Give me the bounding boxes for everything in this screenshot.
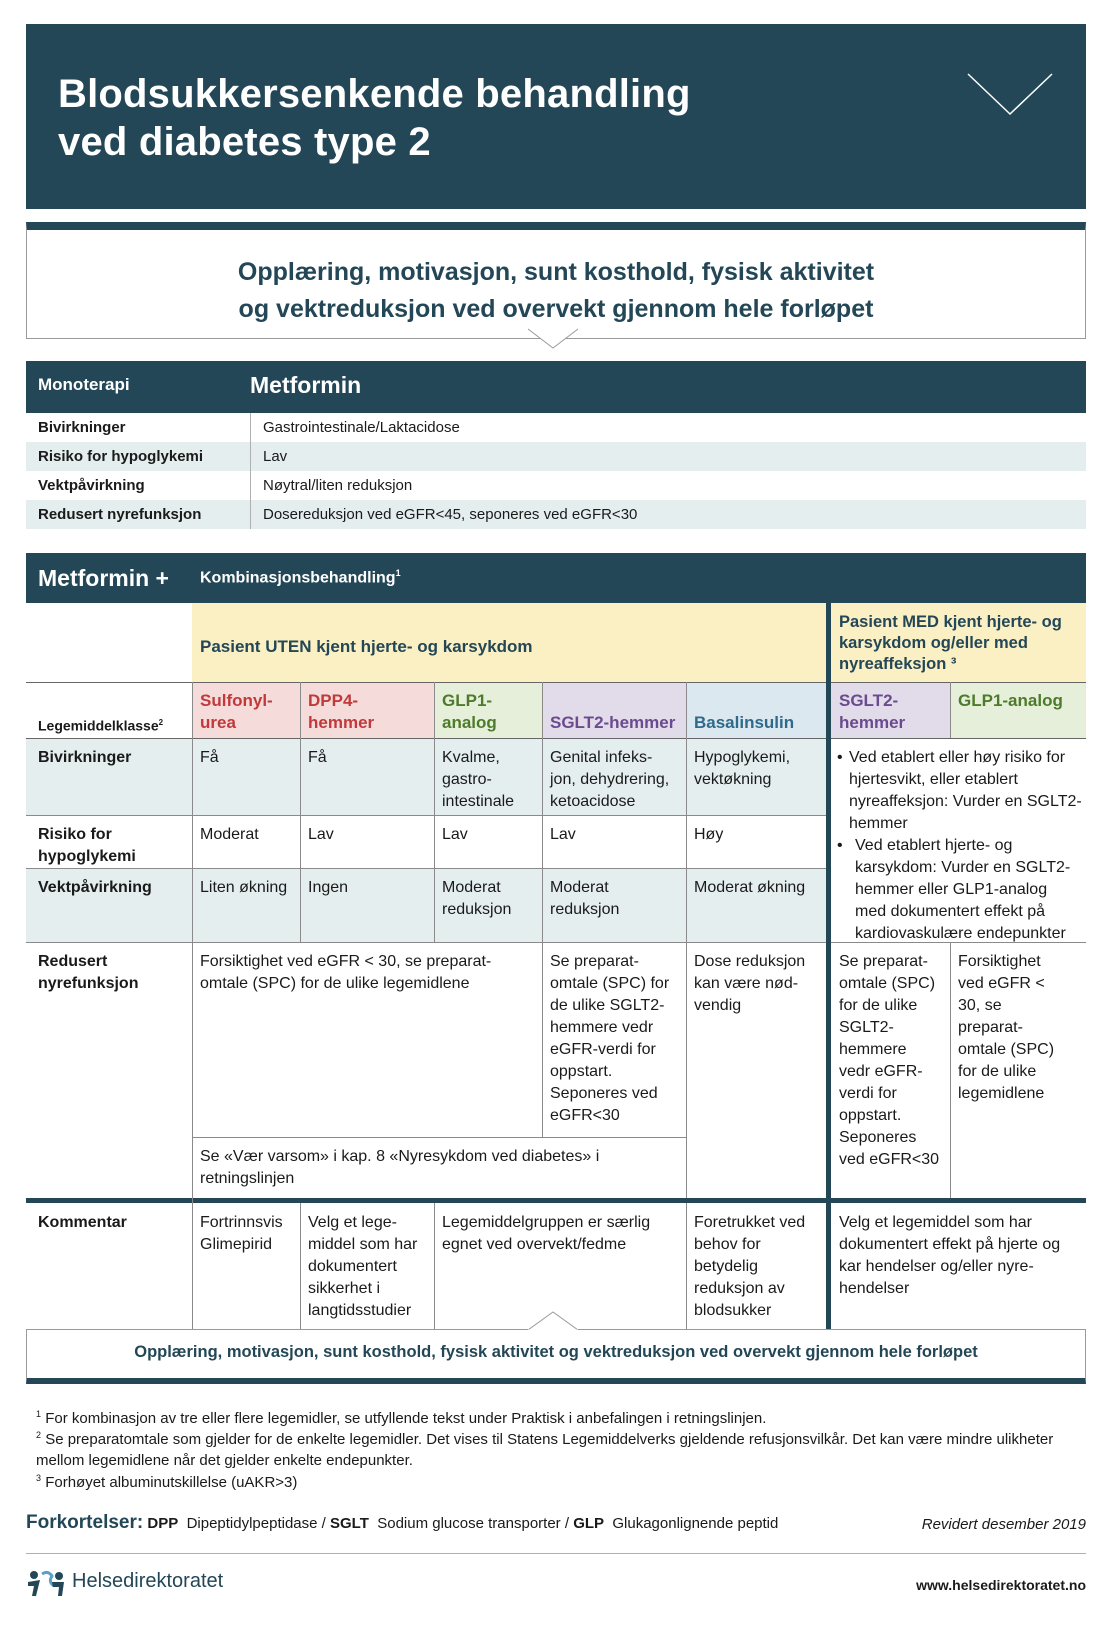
cell-vekt-basal: Moderat økning — [694, 879, 806, 896]
monotherapy-label: Monoterapi — [38, 375, 130, 394]
cell-komm-dpp4: Velg et lege-middel som har dokumentert sikkerhet i langtidsstudier — [308, 1214, 418, 1319]
cell-risiko-sulfonyl: Moderat — [200, 826, 259, 843]
cell-vekt-glp1: Moderat reduksjon — [442, 879, 512, 918]
cell-bivirk-dpp4: Få — [308, 749, 327, 766]
intro-box — [26, 222, 1086, 339]
cell-vekt-sulfonyl: Liten økning — [200, 879, 288, 896]
cell-komm-med: Velg et legemiddel som har dokumentert effekt på hjerte og kar hendelser og/eller nyre-hendelser — [839, 1214, 1061, 1297]
cell-nyre-sulfonyl-dpp4-glp1: Forsiktighet ved eGFR < 30, se preparat-omtale (SPC) for de ulike legemidlene — [200, 953, 492, 992]
group-with-heading: Pasient MED kjent hjerte- og karsykdom og/eller med nyreaffeksjon ³ — [839, 613, 1062, 673]
cell-nyre-warning: Se «Vær varsom» i kap. 8 «Nyresykdom ved diabetes» i retningslinjen — [200, 1148, 600, 1187]
monotherapy-table — [26, 361, 1086, 529]
col-sglt2-med: SGLT2-hemmer — [839, 691, 906, 732]
class-label: Legemiddelklasse$^2$ — [38, 717, 164, 734]
med-recommendations — [831, 741, 1086, 951]
brand-name: Helsedirektoratet — [72, 1570, 224, 1592]
cell-komm-glp1-sglt2: Legemiddelgruppen er særlig egnet ved overvekt/fedme — [442, 1214, 651, 1253]
outro-text: Opplæring, motivasjon, sunt kosthold, fysisk aktivitet og vektreduksjon ved overvekt gjennom hele forløpet — [134, 1343, 978, 1361]
cell-risiko-glp1: Lav — [442, 826, 468, 843]
combination-header — [26, 553, 1086, 603]
table-row: Vektpåvirkning Nøytral/liten reduksjon — [26, 471, 1086, 500]
col-sglt2: SGLT2-hemmer — [550, 713, 676, 732]
col-glp1: GLP1-analog — [442, 691, 497, 732]
footnote: $^3$ Forhøyet albuminutskillelse (uAKR>3) — [36, 1473, 298, 1491]
combination-title: Metformin + — [38, 565, 169, 591]
intro-text: Opplæring, motivasjon, sunt kosthold, fysisk aktivitet og vektreduksjon ved overvekt gjennom hele forløpet — [237, 258, 875, 323]
table-row: Risiko for hypoglykemi Lav — [26, 442, 1086, 471]
cell-vekt-dpp4: Ingen — [308, 879, 349, 896]
combination-subtitle: Kombinasjonsbehandling$^1$ — [200, 568, 401, 587]
cell-bivirk-sulfonyl: Få — [200, 749, 219, 766]
table-row: Redusert nyrefunksjon Dosereduksjon ved eGFR<45, seponeres ved eGFR<30 — [26, 500, 1086, 529]
cell-risiko-sglt2: Lav — [550, 826, 576, 843]
logo-icon — [26, 1568, 66, 1598]
cell-risiko-basal: Høy — [694, 826, 724, 843]
row-label-kommentar: Kommentar — [38, 1214, 127, 1231]
list-item: • Ved etablert eller høy risiko for hjertesvikt, eller etablert nyreaffeksjon: Vurder en SGLT2-hemmer — [837, 749, 1082, 832]
col-glp1-med: GLP1-analog — [958, 691, 1063, 710]
cell-nyre-basal: Dose reduksjon kan være nød-vendig — [694, 953, 806, 1014]
outro-box — [26, 1329, 1086, 1384]
cell-vekt-sglt2: Moderat reduksjon — [550, 879, 620, 918]
cell-bivirk-basal: Hypoglykemi, vektøkning — [694, 749, 791, 788]
group-without-heading: Pasient UTEN kjent hjerte- og karsykdom — [200, 637, 533, 656]
cell-bivirk-glp1: Kvalme, gastro-intestinale — [442, 749, 515, 810]
row-label-bivirkninger: Bivirkninger — [38, 749, 132, 766]
section-divider — [26, 1198, 1086, 1203]
footnote: $^2$ Se preparatomtale som gjelder for de enkelte legemidler. Det vises til Statens Legemiddelverks gjeldende refusjonsvilkår. Det kan være mindre ulikheter mellom legemidlene når det gjelder enkelte endepunkter. — [36, 1430, 1054, 1469]
chevron-down-icon — [966, 72, 1054, 118]
cell-nyre-sglt2-med: Se preparat-omtale (SPC) for de ulike SGLT2-hemmere vedr eGFR-verdi for oppstart. Seponeres ved eGFR<30 — [839, 953, 940, 1168]
row-label-risiko: Risiko for hypoglykemi — [38, 826, 136, 865]
monotherapy-header — [26, 361, 1086, 413]
page-title: Blodsukkersenkende behandling ved diabetes type 2 — [58, 72, 691, 164]
col-dpp4: DPP4-hemmer — [308, 691, 375, 732]
page-header — [26, 24, 1086, 209]
cell-komm-basal: Foretrukket ved behov for betydelig reduksjon av blodsukker — [694, 1214, 806, 1319]
website-link[interactable]: www.helsedirektoratet.no — [916, 1577, 1086, 1593]
table-row: Bivirkninger Gastrointestinale/Laktacidose — [26, 413, 1086, 442]
col-basalinsulin: Basalinsulin — [694, 713, 795, 732]
cell-nyre-sglt2: Se preparat-omtale (SPC) for de ulike SGLT2-hemmere vedr eGFR-verdi for oppstart. Seponeres ved eGFR<30 — [550, 953, 670, 1124]
arrow-down-icon — [528, 328, 578, 350]
list-item: • Ved etablert hjerte- og karsykdom: Vurder en SGLT2-hemmer eller GLP1-analog med dokumentert effekt på kardiovaskulære endepunkter — [837, 837, 1071, 942]
abbreviations: Forkortelser: DPP Dipeptidylpeptidase / SGLT Sodium glucose transporter / GLP Glukagonlignende peptid — [26, 1512, 779, 1533]
cell-nyre-glp1-med: Forsiktighet ved eGFR < 30, se preparat-omtale (SPC) for de ulike legemidlene — [958, 953, 1055, 1102]
cell-komm-sulfonyl: Fortrinnsvis Glimepirid — [200, 1214, 283, 1253]
row-label-vekt: Vektpåvirkning — [38, 879, 152, 896]
col-sulfonylurea: Sulfonyl-urea — [200, 691, 273, 732]
cell-risiko-dpp4: Lav — [308, 826, 334, 843]
revised-date: Revidert desember 2019 — [921, 1516, 1086, 1533]
arrow-up-icon — [528, 1311, 578, 1331]
row-label-nyre: Redusert nyrefunksjon — [38, 953, 139, 992]
cell-bivirk-sglt2: Genital infeks-jon, dehydrering, ketoacidose — [550, 749, 670, 810]
footnote: $^1$ For kombinasjon av tre eller flere legemidler, se utfyllende tekst under Praktisk i anbefalingen i retningslinjen. — [36, 1409, 767, 1427]
monotherapy-drug: Metformin — [250, 372, 362, 398]
